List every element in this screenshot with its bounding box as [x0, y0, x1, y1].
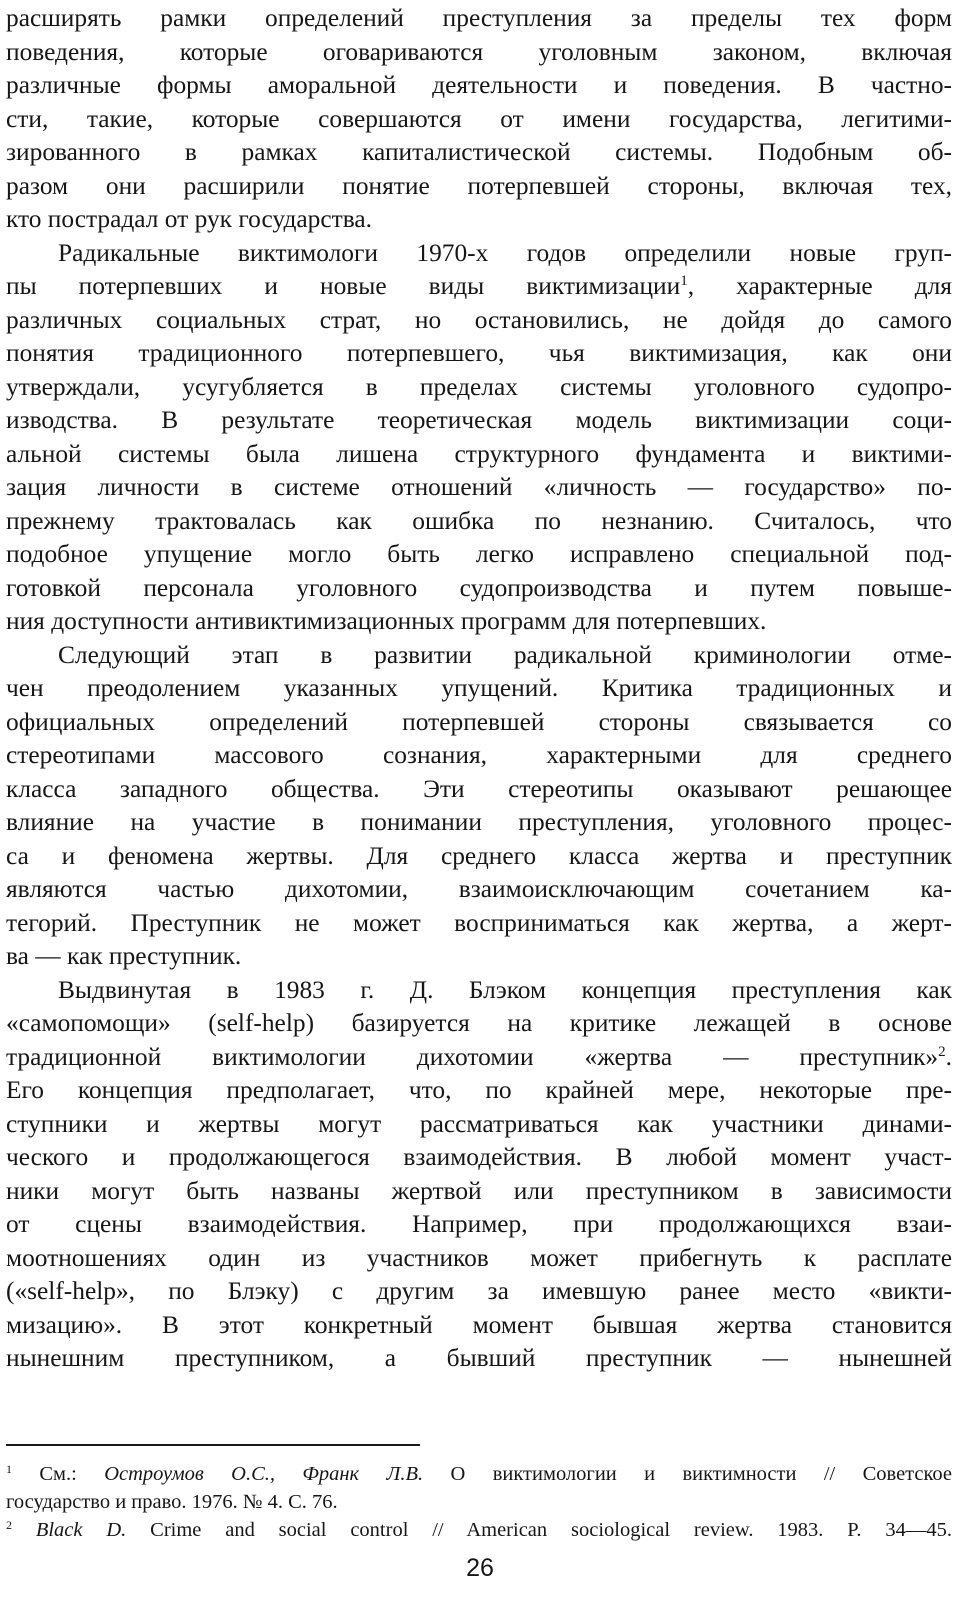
text-line: зированного в рамках капиталистической системы. Подобным об-	[6, 138, 952, 166]
text-line: подобное упущение могло быть легко исправлено специальной под-	[6, 540, 952, 568]
footnote-authors: Остроумов О.С., Франк Л.В.	[104, 1463, 424, 1485]
footnote-authors: Black D.	[35, 1519, 127, 1541]
footnote-separator	[6, 1444, 420, 1446]
text-fragment: , характерные для	[687, 272, 952, 300]
text-line: разом они расширили понятие потерпевшей стороны, включая тех,	[6, 171, 952, 200]
text-fragment: .	[945, 1042, 952, 1071]
footnote-mark: 1	[6, 1462, 12, 1476]
text-line: влияние на участие в понимании преступления, уголовного процес-	[6, 808, 952, 836]
page-number: 26	[466, 1554, 494, 1582]
body-text	[6, 2, 952, 1376]
text-line: понятия традиционного потерпевшего, чья виктимизация, как они	[6, 339, 952, 367]
text-line: официальных определений потерпевшей стороны связывается со	[6, 707, 952, 736]
text-line: Следующий этап в развитии радикальной криминологии отме-	[58, 640, 952, 669]
text-fragment: пы потерпевших и новые виды виктимизации	[6, 272, 681, 300]
text-line: расширять рамки определений преступления за пределы тех форм	[6, 4, 952, 32]
footnote-1-continuation: государство и право. 1976. № 4. С. 76.	[6, 1491, 338, 1513]
text-line: сти, такие, которые совершаются от имени государства, легитими-	[6, 104, 952, 133]
footnote-ref-2[interactable]: 2	[938, 1043, 946, 1060]
text-line: кто пострадал от рук государства.	[6, 205, 372, 233]
footnote-1	[6, 1460, 952, 1488]
text-line: зация личности в системе отношений «личность — государство» по-	[6, 473, 952, 501]
text-line: чен преодолением указанных упущений. Критика традиционных и	[6, 674, 952, 702]
text-line: Выдвинутая в 1983 г. Д. Блэком концепция преступления как	[58, 975, 952, 1004]
text-line: ступники и жертвы могут рассматриваться как участники динами-	[6, 1109, 952, 1138]
text-line-with-footnote-ref	[6, 1041, 952, 1075]
text-line: готовкой персонала уголовного судопроизводства и путем повыше-	[6, 573, 952, 602]
text-line: альной системы была лишена структурного фундамента и виктими-	[6, 439, 952, 468]
text-line: ческого и продолжающегося взаимодействия. В любой момент участ-	[6, 1143, 952, 1171]
text-line: различных социальных страт, но остановились, не дойдя до самого	[6, 305, 952, 334]
text-line: класса западного общества. Эти стереотипы оказывают решающее	[6, 774, 952, 803]
text-line: стереотипами массового сознания, характерными для среднего	[6, 741, 952, 769]
footnote-text: О виктимологии и виктимности // Советское	[423, 1463, 952, 1485]
footnote-ref-1[interactable]: 1	[680, 273, 688, 289]
text-line: тегорий. Преступник не может восприниматься как жертва, а жерт-	[6, 908, 952, 937]
text-line: изводства. В результате теоретическая модель виктимизации соци-	[6, 406, 952, 434]
footnote-text: Crime and social control // American sociological review. 1983. P. 34—45.	[126, 1519, 952, 1541]
footnotes	[6, 1460, 952, 1544]
footnote-2	[6, 1516, 952, 1544]
text-line: моотношениях один из участников может прибегнуть к расплате	[6, 1243, 952, 1272]
text-line: «самопомощи» (self-help) базируется на критике лежащей в основе	[6, 1009, 952, 1037]
text-line: поведения, которые оговариваются уголовным законом, включая	[6, 37, 952, 66]
text-line: са и феномена жертвы. Для среднего класса жертва и преступник	[6, 841, 952, 870]
text-line: ния доступности антивиктимизационных программ для потерпевших.	[6, 607, 767, 635]
text-line: Его концепция предполагает, что, по крайней мере, некоторые пре-	[6, 1076, 952, 1104]
text-line: («self-help», по Блэку) с другим за имевшую ранее место «викти-	[6, 1277, 952, 1305]
text-line: нынешним преступником, а бывший преступник — нынешней	[6, 1344, 952, 1372]
footnote-mark: 2	[6, 1518, 12, 1532]
text-line: различные формы аморальной деятельности и поведения. В частно-	[6, 71, 952, 99]
text-line: прежнему трактовалась как ошибка по незнанию. Считалось, что	[6, 506, 952, 535]
text-line: Радикальные виктимологи 1970-х годов определили новые груп-	[58, 238, 952, 267]
text-line-with-footnote-ref	[6, 270, 952, 304]
text-line: мизацию». В этот конкретный момент бывшая жертва становится	[6, 1310, 952, 1339]
text-line: являются частью дихотомии, взаимоисключающим сочетанием ка-	[6, 875, 952, 903]
text-line: от сцены взаимодействия. Например, при продолжающихся взаи-	[6, 1210, 952, 1238]
text-line: ники могут быть названы жертвой или преступником в зависимости	[6, 1176, 952, 1205]
footnote-prefix: См.:	[12, 1463, 105, 1485]
text-line: утверждали, усугубляется в пределах системы уголовного судопро-	[6, 372, 952, 401]
text-line: ва — как преступник.	[6, 942, 242, 970]
text-fragment: традиционной виктимологии дихотомии «жертва — преступник»	[6, 1042, 939, 1071]
footnote-prefix	[12, 1519, 36, 1541]
